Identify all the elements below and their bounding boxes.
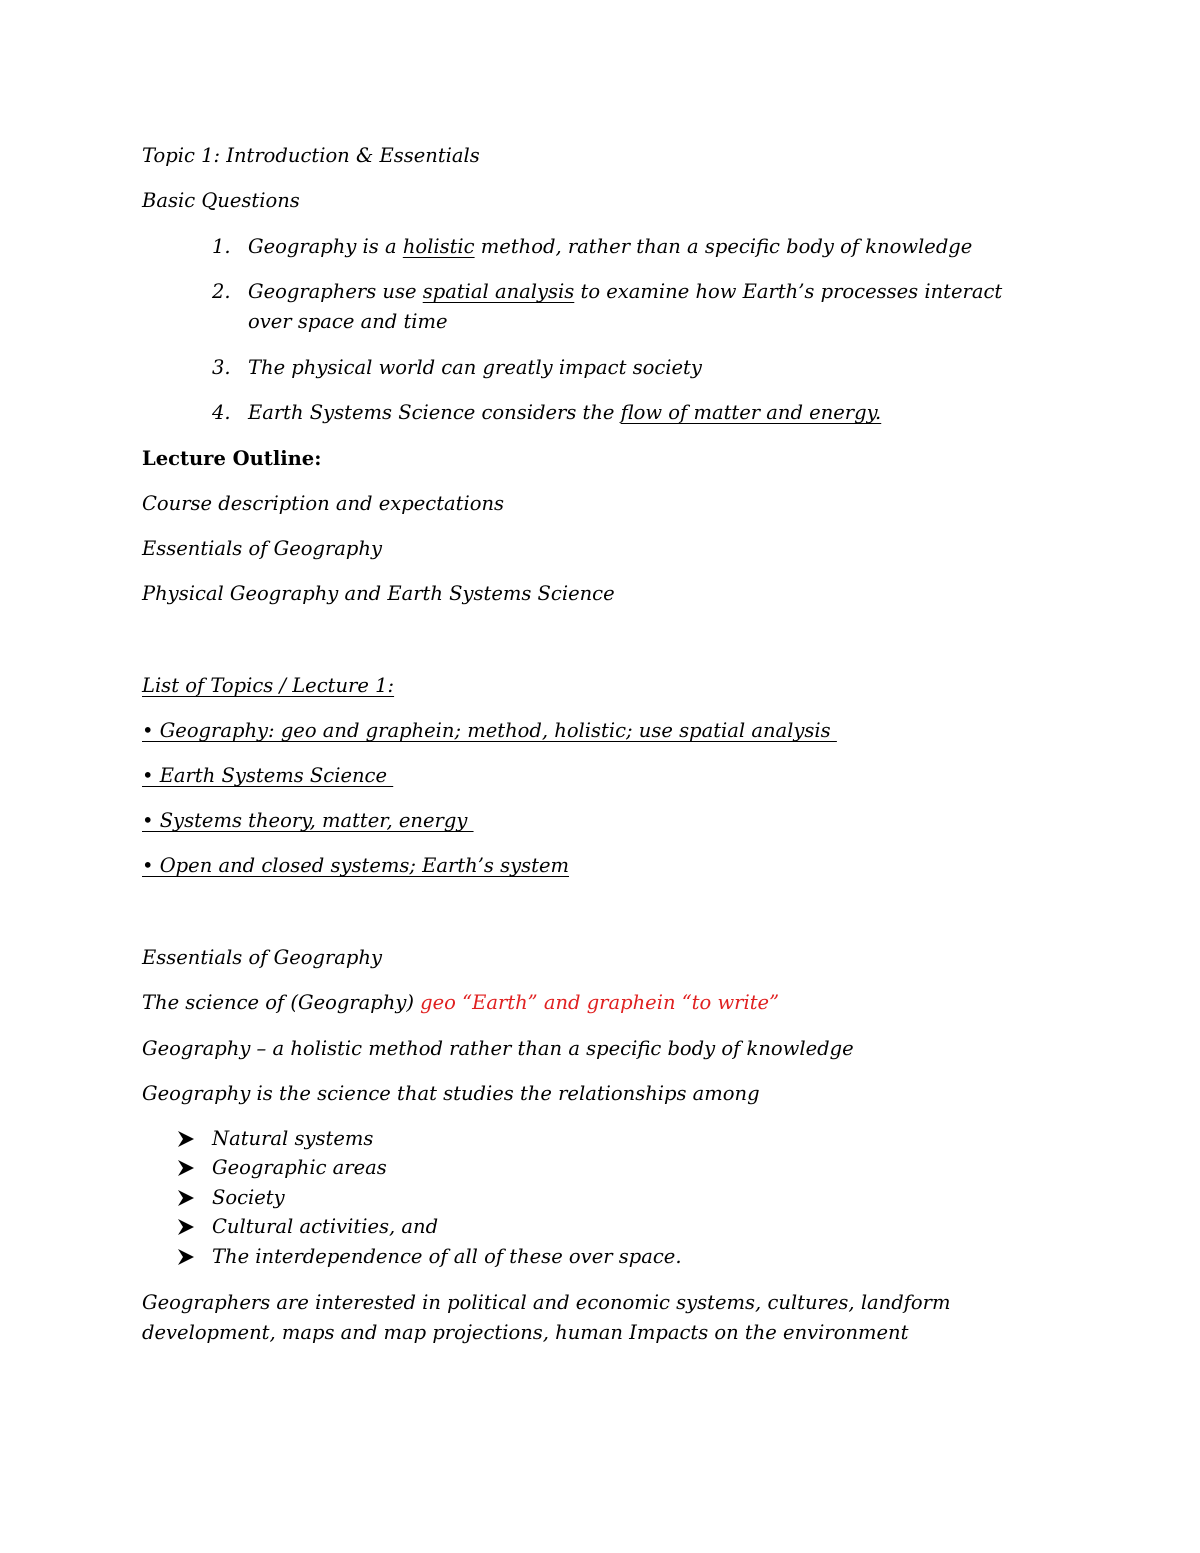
lecture-outline-heading: Lecture Outline: (142, 447, 322, 470)
question-number: 4. (212, 401, 231, 424)
question-text: Geography is a holistic method, rather than a specific body of knowledge (248, 235, 973, 258)
bullet-item: Geographic areas (212, 1156, 387, 1179)
closing-paragraph: Geographers are interested in political and economic systems, cultures, landform development, maps and map projections, human Impacts on the environment (142, 1291, 951, 1344)
definition-line: Geography – a holistic method rather than a specific body of knowledge (142, 1037, 854, 1060)
topic-title: Topic 1: Introduction & Essentials (142, 144, 480, 167)
question-number: 1. (212, 235, 231, 258)
underlined-term: spatial analysis (422, 280, 575, 303)
topic-item: • Systems theory, matter, energy (142, 809, 474, 832)
science-line: The science of (Geography) geo “Earth” and graphein “to write” (142, 991, 780, 1014)
etymology-highlight: geo “Earth” and graphein “to write” (420, 991, 780, 1014)
topic-item: • Geography: geo and graphein; method, holistic; use spatial analysis (142, 719, 837, 742)
question-number: 2. (212, 280, 231, 303)
bullet-item: Natural systems (212, 1127, 374, 1150)
basic-questions-heading: Basic Questions (142, 189, 300, 212)
arrow-bullet-icon (176, 1247, 196, 1267)
bullet-item: The interdependence of all of these over space. (212, 1245, 682, 1268)
essentials-heading: Essentials of Geography (142, 946, 382, 969)
question-number: 3. (212, 356, 231, 379)
arrow-bullet-icon (176, 1188, 196, 1208)
underlined-term: flow of matter and energy. (620, 401, 882, 424)
bullet-item: Society (212, 1186, 285, 1209)
underlined-term: holistic (402, 235, 475, 258)
question-text: Earth Systems Science considers the flow of matter and energy. (248, 401, 882, 424)
arrow-bullet-icon (176, 1217, 196, 1237)
outline-item: Essentials of Geography (142, 537, 382, 560)
bullet-item: Cultural activities, and (212, 1215, 439, 1238)
arrow-bullet-icon (176, 1129, 196, 1149)
topics-heading: List of Topics / Lecture 1: (142, 674, 395, 697)
relationships-line: Geography is the science that studies the relationships among (142, 1082, 760, 1105)
question-text: Geographers use spatial analysis to examine how Earth’s processes interact over space and time (248, 280, 1003, 333)
topic-item: • Earth Systems Science (142, 764, 394, 787)
outline-item: Physical Geography and Earth Systems Science (142, 582, 615, 605)
question-text: The physical world can greatly impact society (248, 356, 702, 379)
arrow-bullet-icon (176, 1158, 196, 1178)
topic-item: • Open and closed systems; Earth’s system (142, 854, 570, 877)
outline-item: Course description and expectations (142, 492, 505, 515)
